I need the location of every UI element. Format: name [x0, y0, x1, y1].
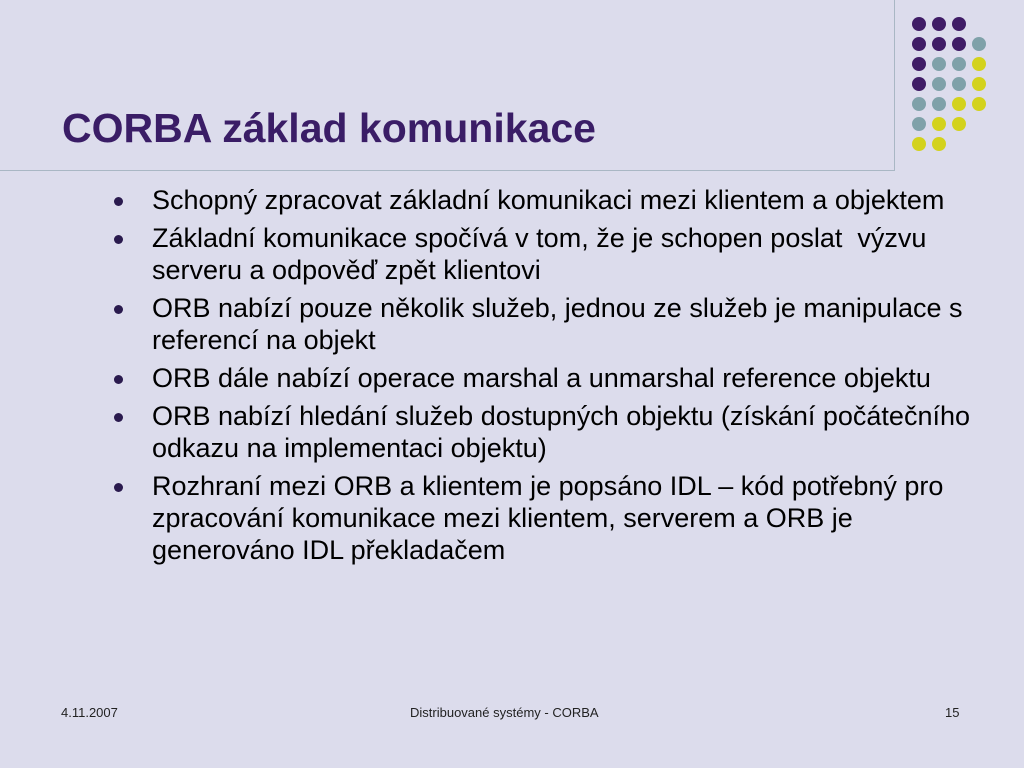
decorative-dot [932, 117, 946, 131]
decorative-dot [972, 57, 986, 71]
bullet-item [114, 222, 994, 286]
decorative-dot [912, 57, 926, 71]
bullet-text: Základní komunikace spočívá v tom, že je schopen poslat výzvu serveru a odpověď zpět klientovi [152, 223, 934, 285]
decorative-dot [952, 117, 966, 131]
decorative-dot [952, 97, 966, 111]
decorative-dot [912, 17, 926, 31]
decorative-dot [932, 97, 946, 111]
bullet-item [114, 400, 994, 464]
footer-title: Distribuované systémy - CORBA [410, 705, 599, 720]
bullet-dot-icon [114, 483, 123, 492]
decorative-dot [972, 77, 986, 91]
decorative-dot [932, 137, 946, 151]
decorative-dot [972, 97, 986, 111]
decorative-dot [912, 137, 926, 151]
bullet-text: Schopný zpracovat základní komunikaci mezi klientem a objektem [152, 185, 945, 215]
decorative-dot [952, 17, 966, 31]
footer-date: 4.11.2007 [61, 705, 118, 720]
bullet-dot-icon [114, 305, 123, 314]
decorative-dot [952, 37, 966, 51]
bullet-item [114, 362, 994, 394]
bullet-dot-icon [114, 197, 123, 206]
decorative-dot [952, 57, 966, 71]
bullet-dot-icon [114, 235, 123, 244]
decorative-dot [912, 77, 926, 91]
bullet-text: ORB dále nabízí operace marshal a unmarshal reference objektu [152, 363, 931, 393]
vertical-rule [894, 0, 895, 171]
decorative-dot [952, 77, 966, 91]
bullet-list [114, 184, 994, 572]
decorative-dot [912, 117, 926, 131]
decorative-dot [932, 77, 946, 91]
horizontal-rule [0, 170, 895, 171]
footer-page-number: 15 [945, 705, 960, 720]
bullet-item [114, 292, 994, 356]
bullet-text: Rozhraní mezi ORB a klientem je popsáno IDL – kód potřebný pro zpracování komunikace mezi klientem, serverem a ORB je generováno IDL překladačem [152, 471, 951, 565]
decorative-dot [932, 37, 946, 51]
bullet-item [114, 184, 994, 216]
decorative-dot [932, 57, 946, 71]
bullet-text: ORB nabízí hledání služeb dostupných objektu (získání počátečního odkazu na implementaci objektu) [152, 401, 978, 463]
decorative-dot [932, 17, 946, 31]
decorative-dot [912, 97, 926, 111]
bullet-text: ORB nabízí pouze několik služeb, jednou ze služeb je manipulace s referencí na objekt [152, 293, 970, 355]
slide-title: CORBA základ komunikace [62, 105, 596, 151]
decorative-dot [972, 37, 986, 51]
decorative-dot [912, 37, 926, 51]
bullet-item [114, 470, 994, 566]
bullet-dot-icon [114, 375, 123, 384]
bullet-dot-icon [114, 413, 123, 422]
